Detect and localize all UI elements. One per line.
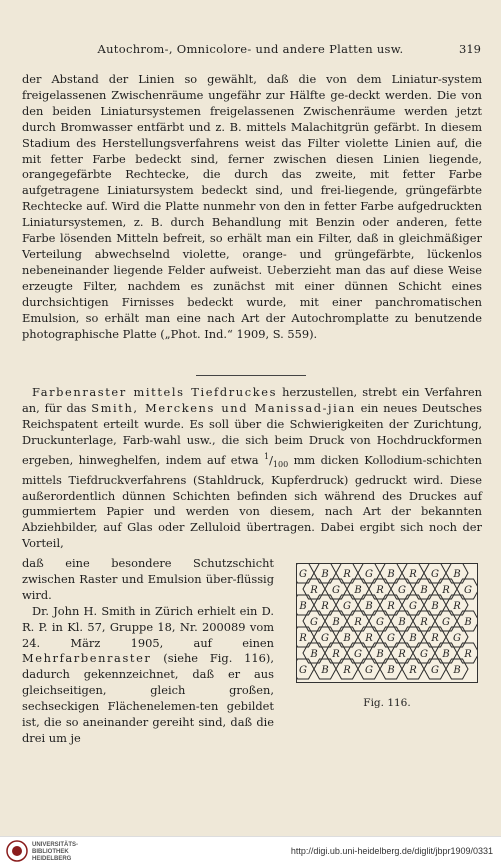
section-divider <box>196 375 306 376</box>
hexagon-letter: R <box>299 633 307 644</box>
paragraph-3-part-b: (siehe Fig. 116), dadurch gekennzeichnet, daß er aus gleichseitigen, gleich großen, sechseckigen Flächenelemen-ten gebildet ist, die so aneinander gereiht sind, daß die drei um je <box>22 651 274 745</box>
paragraph-2-lead: Farbenraster mittels Tiefdruckes <box>32 385 278 399</box>
hexagon-letter: G <box>365 665 373 676</box>
figure-caption: Fig. 116. <box>363 697 411 709</box>
hexagon-letter: R <box>409 665 417 676</box>
hexagon-letter: R <box>332 649 340 660</box>
hexagon-letter: R <box>343 569 351 580</box>
hexagon-letter: R <box>310 585 318 596</box>
hexagon-letter: B <box>321 665 329 676</box>
library-name <box>32 842 78 863</box>
hexagon-letter: G <box>431 569 439 580</box>
paragraph-1-text: der Abstand der Linien so gewählt, daß die von dem Liniatur-system freigelassenen Zwischenräume ungefähr zur Hälfte ge-deckt werden. Die von den beiden Liniatursystemen freigelassenen Zwischenräume werden jetzt durch Bromwasser entfärbt und z. B. mittels Malachitgrün gefärbt. In diesem Stadium des Herstellungsverfahrens weist das Filter violette Linien auf, die mit fetter Farbe bedeckt sind, ferner zwischen diesen Linien liegende, orangegefärbte Rechtecke, die durch das zweite, mit fetter Farbe aufgetragene Liniatursystem bedeckt sind, und frei-liegende, grüngefärbte Rechtecke auf. Wird die Platte nunmehr von den in fetter Farbe aufgedruckten Liniatursystemen, z. B. durch Behandlung mit Benzin oder anderen, fette Farbe lösenden Mitteln befreit, so erhält man ein Filter, daß in gleichmäßiger Verteilung abwechselnd violette, orange- und grüngefärbte, lückenlos nebeneinander liegende Felder aufweist. Ueberzieht man das auf diese Weise erzeugte Filter, nachdem es zunächst mit einer dünnen Schicht eines durchsichtigen Firnisses bedeckt wurde, mit einer panchromatischen Emulsion, so erhält man eine nach Art der Autochromplatte zu benutzende photographische Platte („Phot. Ind.“ 1909, S. 559). <box>22 72 482 341</box>
hexagon-letter: B <box>365 601 373 612</box>
hexagon-letter: G <box>409 601 417 612</box>
hexagon-letter: G <box>332 585 340 596</box>
hexagon-letter: B <box>321 569 329 580</box>
page-number: 319 <box>459 42 481 56</box>
hexagon-letter: B <box>376 649 384 660</box>
hexagon-letter: R <box>420 617 428 628</box>
hexagon-letter: G <box>354 649 362 660</box>
hexagon-letter: R <box>398 649 406 660</box>
hexagon-letter: B <box>431 601 439 612</box>
hexagon-letter: R <box>321 601 329 612</box>
hexagon-letter: R <box>431 633 439 644</box>
hexagon-letter: G <box>299 569 307 580</box>
hexagon-letter: B <box>453 569 461 580</box>
hexagon-letter: B <box>420 585 428 596</box>
hexagon-letter: B <box>387 665 395 676</box>
fraction-numerator: 1 <box>263 451 270 461</box>
paragraph-2-text: Farbenraster mittels Tiefdruckes herzustellen, strebt ein Verfahren an, für das Smith, Merckens und Manissad-jian ein neues Deutsches Reichspatent erteilt wurde. Es soll über die Schwierigkeiten der Zurichtung, Druckunterlage, Farb-wahl usw., die sich beim Druck von Hochdruckformen ergeben, hinweghelfen, indem auf etwa $^1/_{100}$ mm dicken Kollodium-schichten mittels Tiefdruckverfahrens (Stahldruck, Kupferdruck) gedruckt wird. Diese außerordentlich dünnen Schichten befinden sich während des Druckes auf gummiertem Papier und werden von diesem, nach Art der bekannten Abziehbilder, auf Glas oder Zelluloid übertragen. Dabei ergibt sich noch der Vorteil, <box>22 385 482 551</box>
hexagon-letter: R <box>343 665 351 676</box>
paragraph-2-part-b: ein neues Deutsches Reichspatent erteilt wurde. Es soll über die Schwierigkeiten der Zurichtung, Druckunterlage, Farb-wahl usw., die sich beim Druck von Hochdruckformen ergeben, hinweghelfen, indem auf etwa <box>22 400 482 467</box>
fraction-denominator: 100 <box>272 459 289 469</box>
hexagon-letter: B <box>354 585 362 596</box>
body-paragraph-2 <box>22 385 482 552</box>
hexagon-letter: B <box>398 617 406 628</box>
hexagon-letter: G <box>442 617 450 628</box>
hexagon-letter: B <box>310 649 318 660</box>
library-name-line-1: UNIVERSITÄTS- <box>32 842 79 848</box>
paragraph-2-names: Smith, Merckens und Manissad-jian <box>91 400 356 415</box>
hexagon-letter: B <box>453 665 461 676</box>
hexagon-letter: R <box>442 585 450 596</box>
hexagon-letter: G <box>464 585 472 596</box>
source-url-link[interactable]: http://digi.ub.uni-heidelberg.de/diglit/jbpr1909/0331 <box>290 846 493 856</box>
hexagon-letter: R <box>409 569 417 580</box>
hexagon-letter: R <box>464 649 472 660</box>
hexagon-letter: G <box>299 665 307 676</box>
hexagon-letter: B <box>343 633 351 644</box>
hexagon-letter: G <box>343 601 351 612</box>
hexagon-letter: G <box>387 633 395 644</box>
footer-bar <box>0 836 501 867</box>
paragraph-3-term: Mehrfarbenraster <box>22 651 152 666</box>
hexagon-raster-figure <box>296 563 478 683</box>
hexagon-letter: G <box>420 649 428 660</box>
hexagon-letter: B <box>332 617 340 628</box>
library-name-line-3: HEIDELBERG <box>32 856 72 862</box>
paragraph-3-part-a: Dr. John H. Smith in Zürich erhielt ein D. R. P. in Kl. 57, Gruppe 18, Nr. 200089 vom 24. März 1905, auf einen <box>22 603 274 650</box>
hexagon-letter: R <box>354 617 362 628</box>
hexagon-letter: R <box>365 633 373 644</box>
hexagon-letter: G <box>376 617 384 628</box>
paragraph-2-end: daß eine besondere Schutzschicht zwischen Raster und Emulsion über-flüssig wird. <box>22 556 274 602</box>
hexagon-letter: B <box>387 569 395 580</box>
paragraph-3-text <box>22 604 274 747</box>
running-head-title: Autochrom-, Omnicolore- und andere Platten usw. <box>97 42 404 56</box>
hexagon-letter: B <box>464 617 472 628</box>
hexagon-letter: G <box>365 569 373 580</box>
body-paragraph-1 <box>22 72 482 342</box>
hexagon-letter: G <box>453 633 461 644</box>
hexagon-letter: G <box>431 665 439 676</box>
hexagon-letter: B <box>409 633 417 644</box>
hexagon-letter: B <box>299 601 307 612</box>
hexagon-letter: R <box>387 601 395 612</box>
hexagon-letter: B <box>442 649 450 660</box>
running-head <box>20 42 481 58</box>
wrapped-text-block <box>22 556 274 747</box>
hexagon-grid <box>297 564 477 682</box>
hexagon-letter: R <box>376 585 384 596</box>
hexagon-letter: G <box>321 633 329 644</box>
paragraph-2-part-c: mm dicken Kollodium-schichten mittels Tiefdruckverfahrens (Stahldruck, Kupferdruck) gedruckt wird. Diese außerordentlich dünnen Schichten befinden sich während des Druckes auf gummiertem Papier und werden von diesem, nach Art der bekannten Abziehbilder, auf Glas oder Zelluloid übertragen. Dabei ergibt sich noch der Vorteil, <box>22 452 482 551</box>
hexagon-letter: R <box>453 601 461 612</box>
hexagon-letter: G <box>310 617 318 628</box>
library-name-line-2: BIBLIOTHEK <box>32 849 69 855</box>
paragraph-2-part-a: herzustellen, strebt ein Verfahren an, für das <box>22 385 482 415</box>
library-logo-icon <box>6 840 28 862</box>
hexagon-letter: G <box>398 585 406 596</box>
